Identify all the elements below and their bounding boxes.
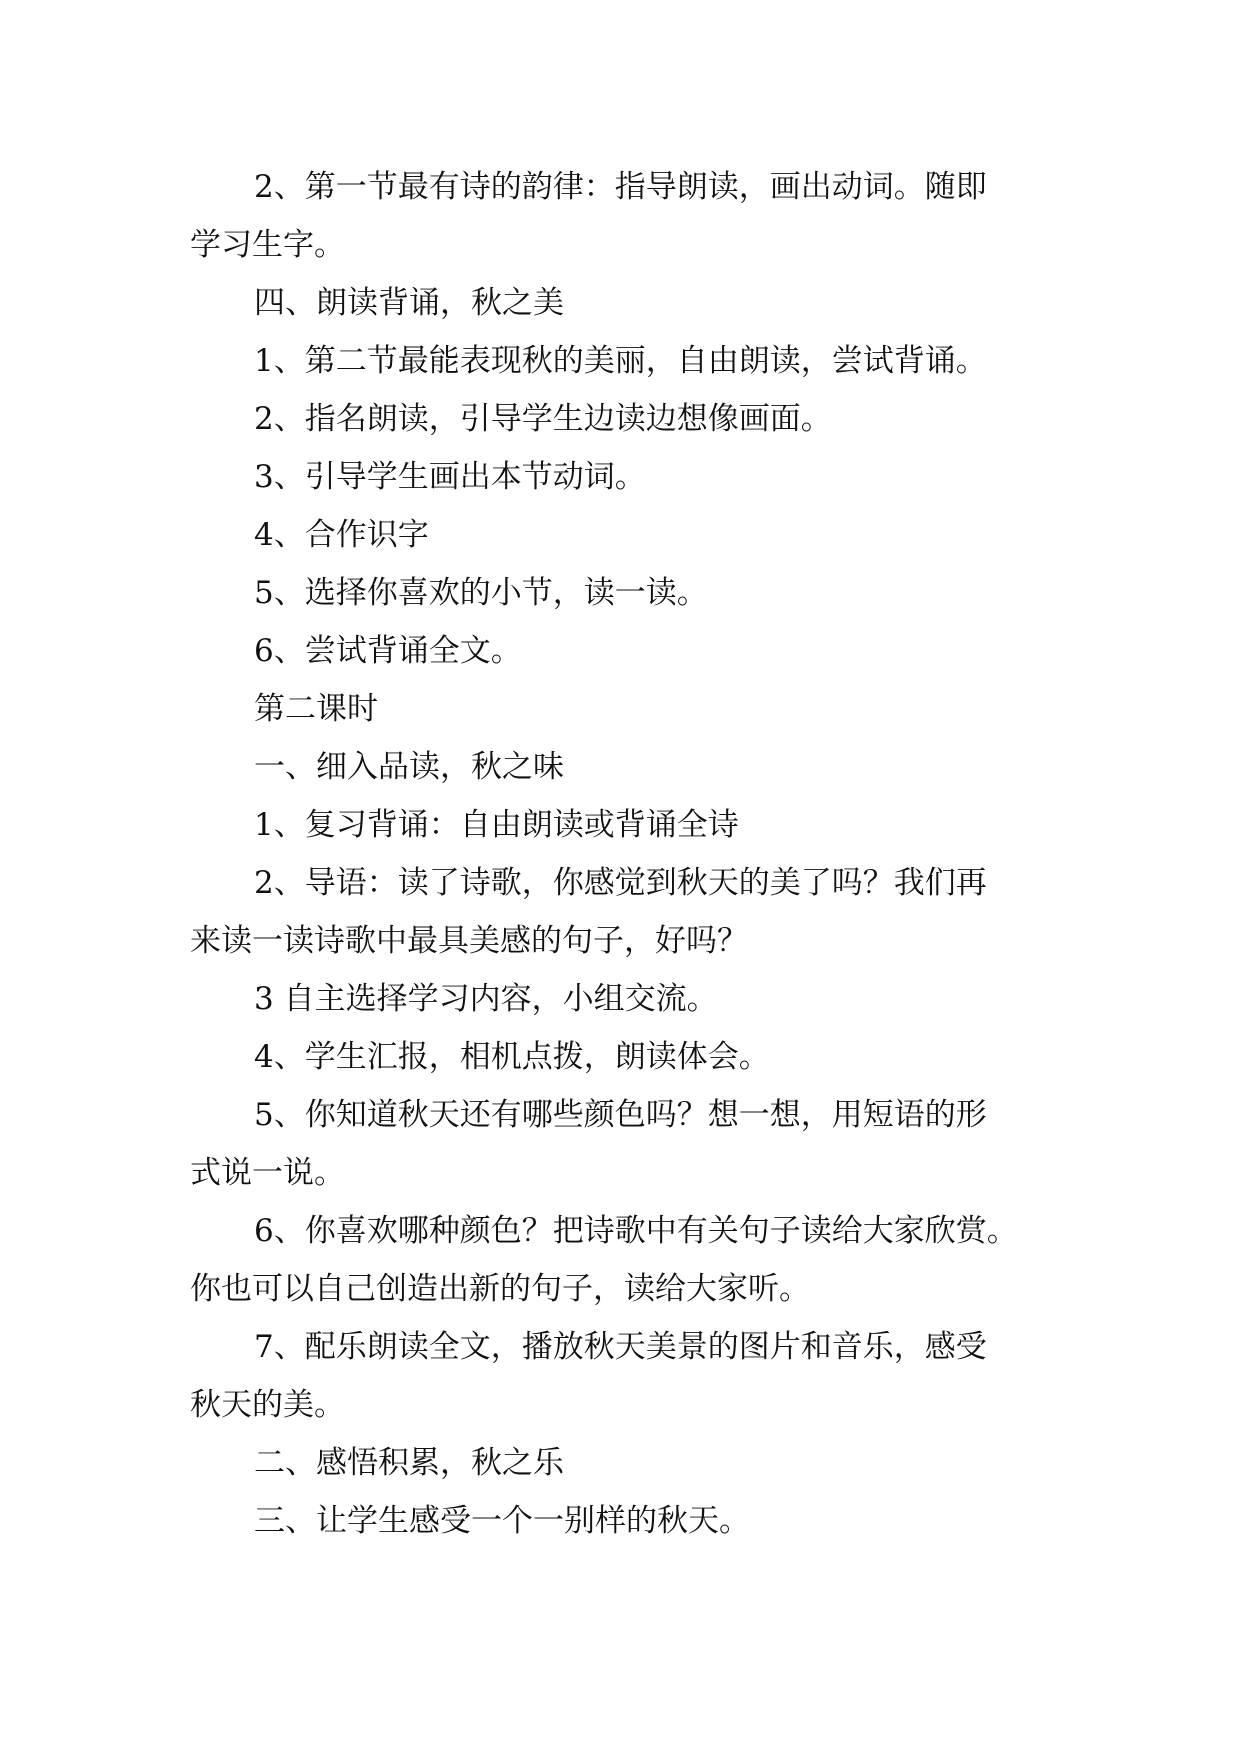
section-heading [190,680,1052,738]
section-heading [190,738,1052,796]
paragraph [190,448,1052,506]
text-line: 3、引导学生画出本节动词。 [254,459,646,495]
paragraph [190,1318,1052,1434]
text-line: 秋天的美。 [190,1387,345,1423]
section-heading [190,274,1052,332]
paragraph [190,506,1052,564]
paragraph [190,1202,1052,1318]
text-line: 5、你知道秋天还有哪些颜色吗？想一想，用短语的形 [254,1097,987,1133]
text-line: 4、学生汇报，相机点拨，朗读体会。 [254,1039,770,1075]
text-line: 式说一说。 [190,1155,345,1191]
paragraph [190,970,1052,1028]
paragraph [190,796,1052,854]
text-line: 2、导语：读了诗歌，你感觉到秋天的美了吗？我们再 [254,865,987,901]
text-line: 5、选择你喜欢的小节，读一读。 [254,575,708,611]
text-line: 2、第一节最有诗的韵律：指导朗读，画出动词。随即 [254,169,987,205]
paragraph [190,564,1052,622]
text-line: 你也可以自己创造出新的句子，读给大家听。 [190,1271,810,1307]
text-line: 第二课时 [254,691,378,727]
section-heading [190,1492,1052,1550]
text-line: 4、合作识字 [254,517,429,553]
document-body [190,158,1052,1550]
text-line: 学习生字。 [190,227,345,263]
paragraph [190,332,1052,390]
paragraph [190,1086,1052,1202]
text-line: 三、让学生感受一个一别样的秋天。 [254,1503,750,1539]
text-line: 二、感悟积累，秋之乐 [254,1445,564,1481]
paragraph [190,1028,1052,1086]
paragraph [190,390,1052,448]
text-line: 四、朗读背诵，秋之美 [254,285,564,321]
text-line: 6、尝试背诵全文。 [254,633,522,669]
text-line: 6、你喜欢哪种颜色？把诗歌中有关句子读给大家欣赏。 [254,1213,1018,1249]
paragraph [190,158,1052,274]
text-line: 3 自主选择学习内容，小组交流。 [254,981,718,1017]
paragraph [190,854,1052,970]
text-line: 1、复习背诵：自由朗读或背诵全诗 [254,807,739,843]
text-line: 7、配乐朗读全文，播放秋天美景的图片和音乐，感受 [254,1329,987,1365]
paragraph [190,622,1052,680]
text-line: 来读一读诗歌中最具美感的句子，好吗？ [190,923,748,959]
section-heading [190,1434,1052,1492]
text-line: 一、细入品读，秋之味 [254,749,564,785]
text-line: 2、指名朗读，引导学生边读边想像画面。 [254,401,832,437]
text-line: 1、第二节最能表现秋的美丽，自由朗读，尝试背诵。 [254,343,987,379]
